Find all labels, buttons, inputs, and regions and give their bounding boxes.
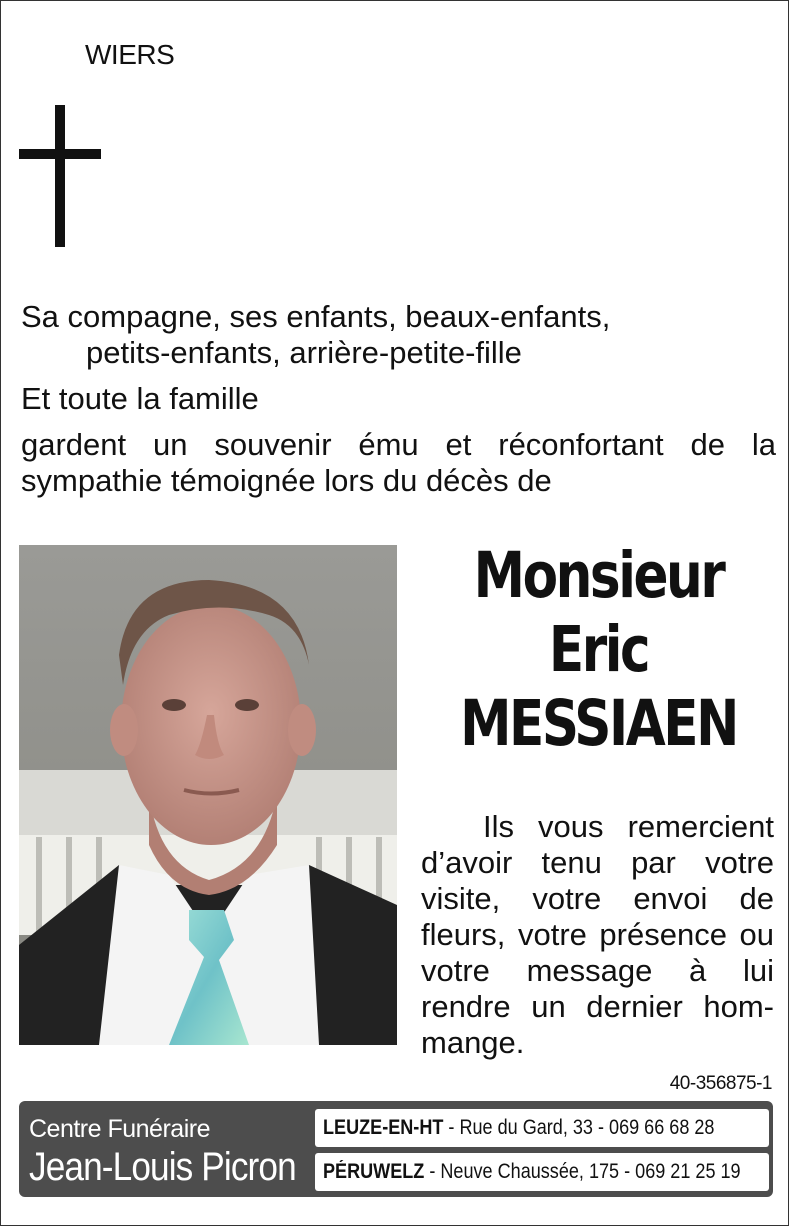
funeral-home-banner (19, 1101, 773, 1197)
deceased-name (453, 539, 744, 761)
branch-city: LEUZE-EN-HT (323, 1116, 444, 1139)
funeral-home-name: Jean-Louis Picron (29, 1145, 296, 1189)
family-line-2: petits-enfants, arrière-petite-fille (86, 335, 522, 370)
thanks-lead: Ils vous remercient (483, 809, 774, 844)
thanks-body: d’avoir tenu par votre visite, votre envoi de fleurs, votre présence ou votre message à lui rendre un dernier hom-mange. (421, 845, 774, 1060)
branch-leuze (315, 1109, 769, 1147)
branch-peruwelz (315, 1153, 769, 1191)
family-line-3: Et toute la famille (21, 381, 259, 416)
deceased-title: Monsieur (473, 539, 724, 612)
deceased-last-name: MESSIAEN (460, 687, 737, 760)
thanks-message (421, 809, 774, 1061)
family-announcement (21, 299, 776, 499)
deceased-photo (19, 545, 397, 1045)
family-line-4: gardent un souvenir ému et réconfortant de la sympathie témoignée lors du décès de (21, 427, 776, 498)
family-line-1: Sa compagne, ses enfants, beaux-enfants, (21, 299, 611, 334)
branch-details: - Neuve Chaussée, 175 - 069 21 25 19 (424, 1160, 741, 1183)
funeral-home-label: Centre Funéraire (29, 1115, 210, 1143)
branch-city: PÉRUWELZ (323, 1160, 425, 1183)
location-label: WIERS (85, 39, 175, 70)
branch-details: - Rue du Gard, 33 - 069 66 68 28 (443, 1116, 715, 1139)
deceased-first-name: Eric (548, 613, 649, 686)
reference-number: 40-356875-1 (669, 1073, 772, 1094)
